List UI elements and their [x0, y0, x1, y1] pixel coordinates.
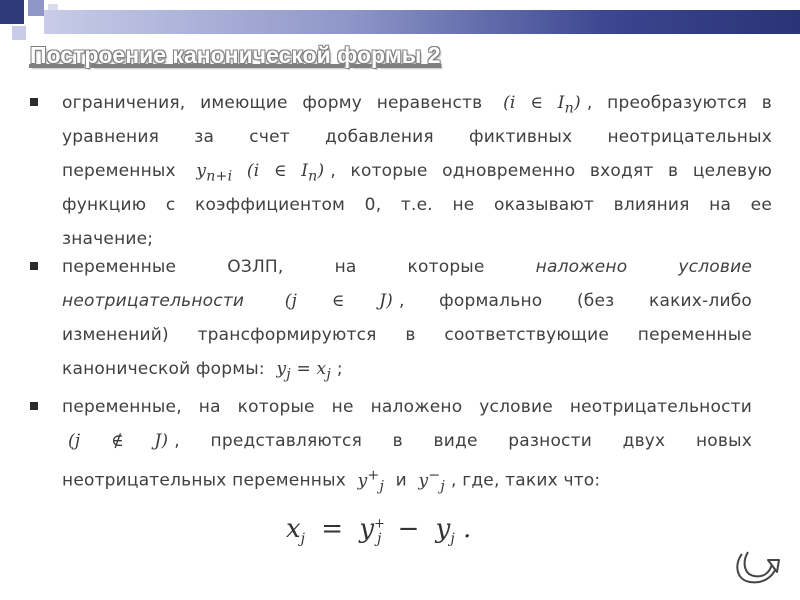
- math-inline: $y^-_j$: [418, 467, 445, 495]
- math-inline: $y_{n+i}$ (i ∈ $I_n$): [196, 161, 325, 185]
- bullet-3-line-1: переменные, на которые не наложено условие неотрицательности: [62, 397, 752, 417]
- corner-square-dark: [0, 0, 24, 24]
- bullet-3-text: [62, 390, 752, 495]
- header-band: [44, 10, 800, 34]
- bullet-marker: [30, 262, 38, 270]
- bullet-2-line-4: канонической формы: $y_j = x_j$ ;: [62, 359, 343, 383]
- math-inline: (j ∉ J): [68, 431, 169, 451]
- math-inline: (j ∈ J): [284, 291, 393, 311]
- slide-title: Построение канонической формы 2: [30, 42, 441, 68]
- bullet-1-line-4: функцию с коэффициентом 0, т.е. не оказывают влияния на ее: [62, 195, 772, 215]
- math-inline: (i ∈ $I_n$): [503, 93, 581, 117]
- bullet-3-line-2: (j ∉ J) , представляются в виде разности двух новых: [62, 424, 752, 458]
- bullet-marker: [30, 402, 38, 410]
- display-formula: $x_j = y^+_j - y_j$ .: [286, 514, 472, 548]
- math-inline: $y_j = x_j$: [276, 359, 331, 383]
- bullet-2-line-3: изменений) трансформируются в соответствующие переменные: [62, 325, 752, 345]
- bullet-2-line-2: неотрицательности (j ∈ J) , формально (без каких-либо: [62, 291, 752, 311]
- corner-square-light: [12, 26, 26, 40]
- bullet-1-line-2: уравнения за счет добавления фиктивных неотрицательных: [62, 127, 772, 147]
- math-inline: $y^+_j$: [357, 467, 385, 495]
- bullet-marker: [30, 98, 38, 106]
- bullet-2-text: [62, 250, 752, 386]
- bullet-1-line-1: ограничения, имеющие форму неравенств (i ∈ $I_n$) , преобразуются в: [62, 93, 772, 117]
- bullet-2-line-1: переменные ОЗЛП, на которые наложено условие: [62, 257, 752, 277]
- bullet-1-text: [62, 86, 772, 256]
- bullet-3-line-3: неотрицательных переменных $y^+_j$ и $y^-_j$ , где, таких что:: [62, 467, 601, 495]
- bullet-1-line-5: значение;: [62, 229, 154, 249]
- bullet-1-line-3: переменных $y_{n+i}$ (i ∈ $I_n$) , которые одновременно входят в целевую: [62, 161, 772, 185]
- return-arrow-icon[interactable]: [732, 548, 784, 588]
- corner-square-mid: [28, 0, 44, 16]
